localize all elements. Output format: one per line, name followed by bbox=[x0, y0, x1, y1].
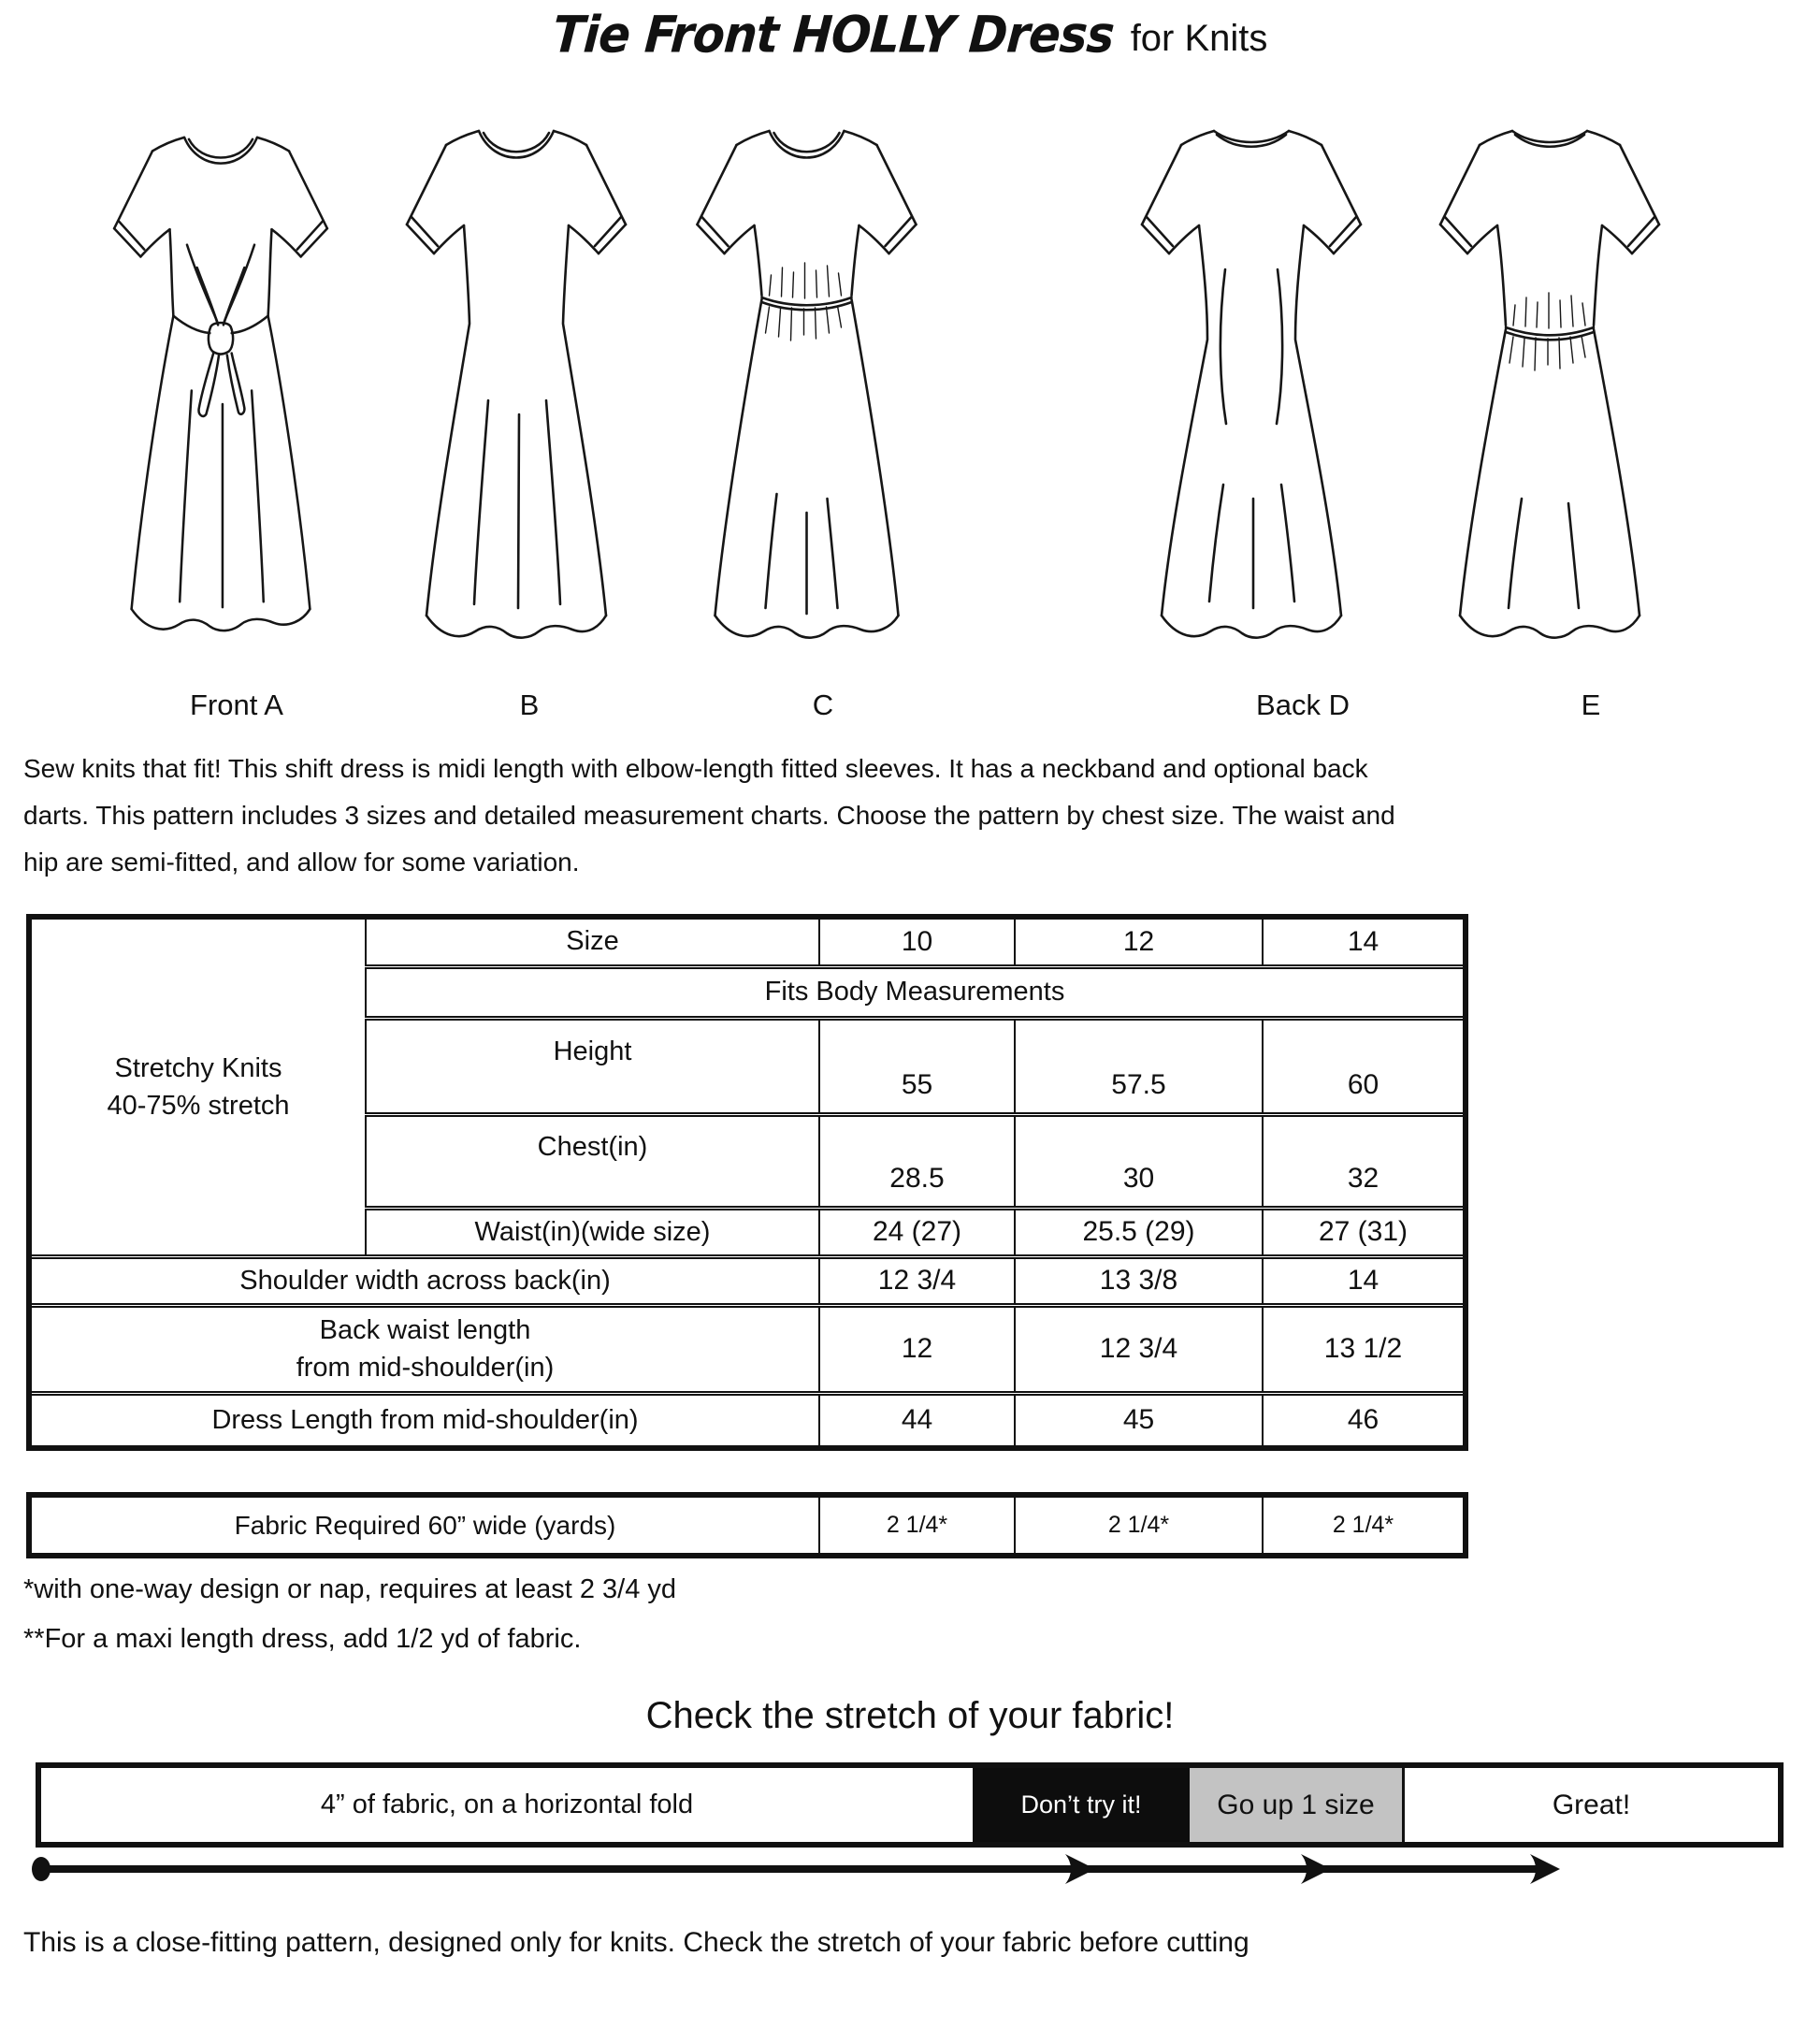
waist-value-cell: 27 (31) bbox=[1263, 1208, 1466, 1256]
back-waist-label-cell: Back waist length from mid-shoulder(in) bbox=[29, 1305, 819, 1393]
dress-length-value-cell: 45 bbox=[1015, 1393, 1263, 1448]
measurement-table bbox=[26, 914, 1468, 1451]
back-waist-value-cell: 12 3/4 bbox=[1015, 1305, 1263, 1393]
chest-label-cell: Chest(in) bbox=[366, 1114, 819, 1208]
label-e: E bbox=[1581, 688, 1601, 721]
description-line: hip are semi-fitted, and allow for some variation. bbox=[23, 848, 580, 877]
size-10-cell: 10 bbox=[819, 917, 1015, 966]
size-12-cell: 12 bbox=[1015, 917, 1263, 966]
label-b: B bbox=[519, 688, 540, 721]
height-label-cell: Height bbox=[366, 1018, 819, 1114]
fabric-value-cell: 2 1/4* bbox=[819, 1495, 1015, 1556]
fits-body-header-cell: Fits Body Measurements bbox=[366, 966, 1466, 1018]
description-line: Sew knits that fit! This shift dress is midi length with elbow-length fitted sleeves. It has a neckband and optional back bbox=[23, 754, 1368, 783]
dress-drawings-row bbox=[0, 92, 1820, 658]
shoulder-value-cell: 12 3/4 bbox=[819, 1256, 1015, 1305]
stretch-gauge-bar bbox=[36, 1762, 1784, 1848]
fabric-fold-segment: 4” of fabric, on a horizontal fold bbox=[320, 1790, 694, 1819]
dont-try-segment: Don’t try it! bbox=[973, 1768, 1190, 1842]
description-paragraph bbox=[23, 746, 1810, 886]
dress-front-plain-drawing bbox=[376, 92, 657, 653]
stretch-heading: Check the stretch of your fabric! bbox=[645, 1695, 1175, 1736]
height-value-cell: 57.5 bbox=[1015, 1018, 1263, 1114]
stretchy-knits-cell: Stretchy Knits 40-75% stretch bbox=[29, 917, 366, 1256]
fabric-value-cell: 2 1/4* bbox=[1015, 1495, 1263, 1556]
title-handwritten: Tie Front HOLLY Dress bbox=[550, 5, 1116, 65]
great-segment: Great! bbox=[1552, 1789, 1631, 1820]
dress-front-tie-drawing bbox=[84, 92, 357, 653]
table-row bbox=[29, 1393, 1466, 1448]
maxi-note: **For a maxi length dress, add 1/2 yd of fabric. bbox=[23, 1624, 582, 1654]
back-waist-value-cell: 13 1/2 bbox=[1263, 1305, 1466, 1393]
dress-length-label-cell: Dress Length from mid-shoulder(in) bbox=[29, 1393, 819, 1448]
back-waist-value-cell: 12 bbox=[819, 1305, 1015, 1393]
page-title bbox=[0, 5, 1820, 65]
height-value-cell: 60 bbox=[1263, 1018, 1466, 1114]
waist-label-cell: Waist(in)(wide size) bbox=[366, 1208, 819, 1256]
height-value-cell: 55 bbox=[819, 1018, 1015, 1114]
description-line: darts. This pattern includes 3 sizes and detailed measurement charts. Choose the pattern by chest size. The waist and bbox=[23, 801, 1395, 830]
footer-note: This is a close-fitting pattern, designed only for knits. Check the stretch of your fabric before cutting bbox=[23, 1927, 1249, 1958]
label-front-a: Front A bbox=[190, 688, 283, 721]
shoulder-label-cell: Shoulder width across back(in) bbox=[29, 1256, 819, 1305]
shoulder-value-cell: 13 3/8 bbox=[1015, 1256, 1263, 1305]
label-c: C bbox=[812, 688, 834, 721]
dress-back-darts-drawing bbox=[1111, 92, 1392, 653]
dress-front-gathered-drawing bbox=[664, 92, 949, 653]
figure-labels bbox=[0, 688, 1820, 726]
dress-back-gathered-drawing bbox=[1405, 92, 1695, 653]
chest-value-cell: 32 bbox=[1263, 1114, 1466, 1208]
chest-value-cell: 28.5 bbox=[819, 1114, 1015, 1208]
size-header-cell: Size bbox=[366, 917, 819, 966]
go-up-segment: Go up 1 size bbox=[1190, 1768, 1405, 1842]
size-14-cell: 14 bbox=[1263, 917, 1466, 966]
nap-note: *with one-way design or nap, requires at least 2 3/4 yd bbox=[23, 1574, 677, 1604]
title-regular: for Knits bbox=[1130, 18, 1268, 59]
dress-length-value-cell: 44 bbox=[819, 1393, 1015, 1448]
fabric-value-cell: 2 1/4* bbox=[1263, 1495, 1466, 1556]
table-row bbox=[29, 1305, 1466, 1393]
waist-value-cell: 24 (27) bbox=[819, 1208, 1015, 1256]
dress-length-value-cell: 46 bbox=[1263, 1393, 1466, 1448]
label-back-d: Back D bbox=[1256, 688, 1350, 721]
waist-value-cell: 25.5 (29) bbox=[1015, 1208, 1263, 1256]
table-row bbox=[29, 1256, 1466, 1305]
shoulder-value-cell: 14 bbox=[1263, 1256, 1466, 1305]
table-row bbox=[29, 1495, 1466, 1556]
table-row bbox=[29, 917, 1466, 966]
fabric-table bbox=[26, 1492, 1468, 1558]
stretch-arrow bbox=[0, 1845, 1820, 1901]
fabric-label-cell: Fabric Required 60” wide (yards) bbox=[29, 1495, 819, 1556]
chest-value-cell: 30 bbox=[1015, 1114, 1263, 1208]
